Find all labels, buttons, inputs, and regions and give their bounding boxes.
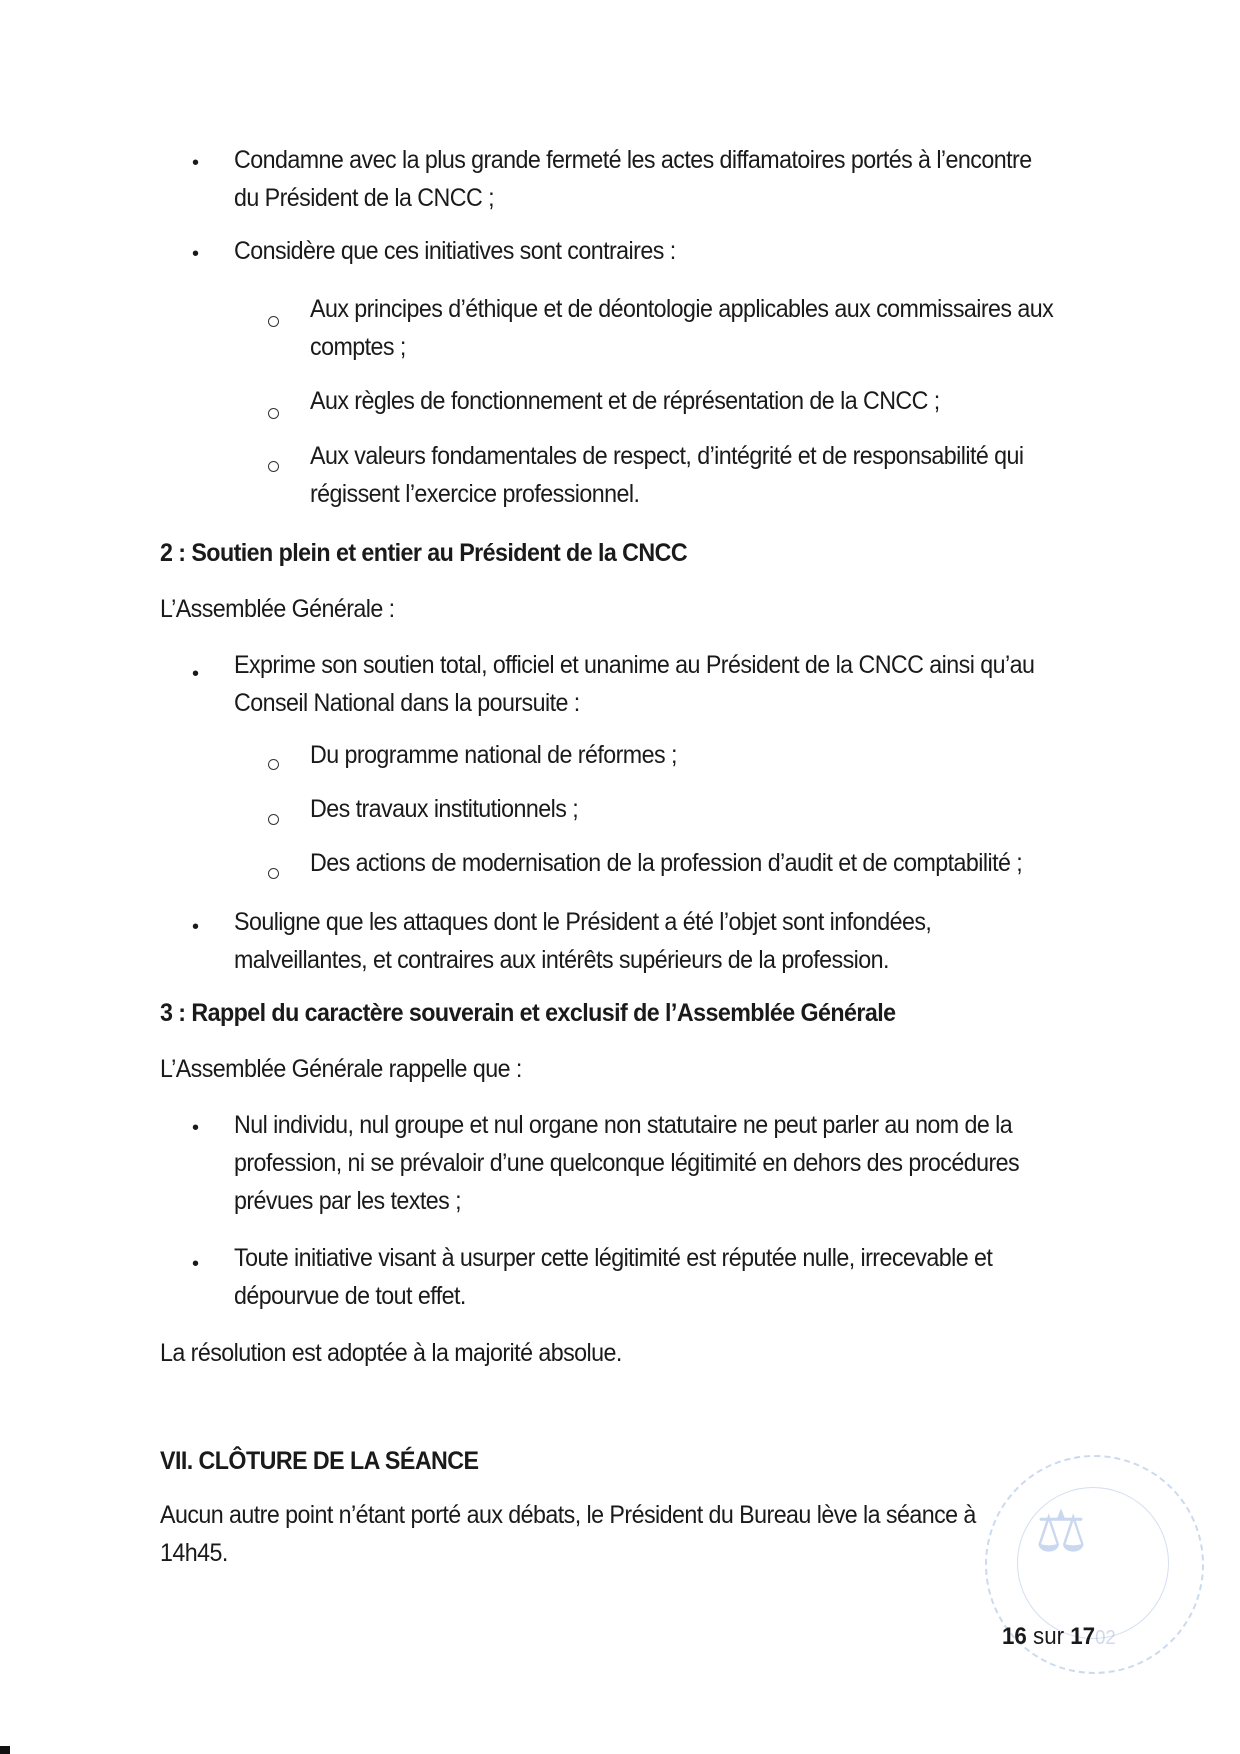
circle-bullet-icon — [268, 814, 279, 825]
closing-paragraph: Aucun autre point n’étant porté aux débats, le Président du Bureau lève la séance à 14h45. — [160, 1501, 976, 1567]
list-item: Toute initiative visant à usurper cette légitimité est réputée nulle, irrecevable et dépourvue de tout effet. — [234, 1244, 993, 1310]
sub-list-item: Du programme national de réformes ; — [310, 741, 677, 769]
section-heading: 2 : Soutien plein et entier au Président de la CNCC — [160, 539, 688, 567]
bullet-icon: • — [192, 916, 200, 938]
sub-list-item: Aux valeurs fondamentales de respect, d’intégrité et de responsabilité qui régissent l’exercice professionnel. — [310, 442, 1024, 508]
scan-edge-mark — [0, 1746, 10, 1754]
section-heading: VII. CLÔTURE DE LA SÉANCE — [160, 1447, 479, 1475]
scales-of-justice-icon: ⚖ — [1035, 1499, 1087, 1564]
circle-bullet-icon — [268, 316, 279, 327]
list-item: Exprime son soutien total, officiel et unanime au Président de la CNCC ainsi qu’au Conseil National dans la poursuite : — [234, 651, 1035, 717]
list-item: Souligne que les attaques dont le Président a été l’objet sont infondées, malveillantes, et contraires aux intérêts supérieurs de la profession. — [234, 908, 932, 974]
page-number — [1002, 1623, 1116, 1651]
list-item: Nul individu, nul groupe et nul organe non statutaire ne peut parler au nom de la profession, ni se prévaloir d’une quelconque légitimité en dehors des procédures prévues par les textes ; — [234, 1111, 1020, 1215]
circle-bullet-icon — [268, 868, 279, 879]
circle-bullet-icon — [268, 408, 279, 419]
bullet-icon: • — [192, 1117, 200, 1139]
bullet-icon: • — [192, 152, 200, 174]
circle-bullet-icon — [268, 461, 279, 472]
bullet-icon: • — [192, 1253, 200, 1275]
section-intro: L’Assemblée Générale rappelle que : — [160, 1055, 522, 1083]
sub-list-item: Des actions de modernisation de la profession d’audit et de comptabilité ; — [310, 849, 1023, 877]
bullet-icon: • — [192, 243, 200, 265]
page-current: 16 — [1002, 1623, 1027, 1650]
sub-list-item: Des travaux institutionnels ; — [310, 795, 579, 823]
stamp-trace-text: 02 — [1095, 1627, 1116, 1649]
list-item: Considère que ces initiatives sont contraires : — [234, 237, 676, 265]
resolution-conclusion: La résolution est adoptée à la majorité absolue. — [160, 1339, 622, 1367]
sub-list-item: Aux règles de fonctionnement et de réprésentation de la CNCC ; — [310, 387, 940, 415]
sub-list-item: Aux principes d’éthique et de déontologie applicables aux commissaires aux comptes ; — [310, 295, 1054, 361]
page-separator: sur — [1033, 1623, 1065, 1650]
page-total: 17 — [1070, 1623, 1096, 1650]
bullet-icon: • — [192, 663, 200, 685]
list-item: Condamne avec la plus grande fermeté les actes diffamatoires portés à l’encontre du Président de la CNCC ; — [234, 146, 1032, 212]
circle-bullet-icon — [268, 759, 279, 770]
section-intro: L’Assemblée Générale : — [160, 595, 395, 623]
section-heading: 3 : Rappel du caractère souverain et exclusif de l’Assemblée Générale — [160, 999, 896, 1027]
